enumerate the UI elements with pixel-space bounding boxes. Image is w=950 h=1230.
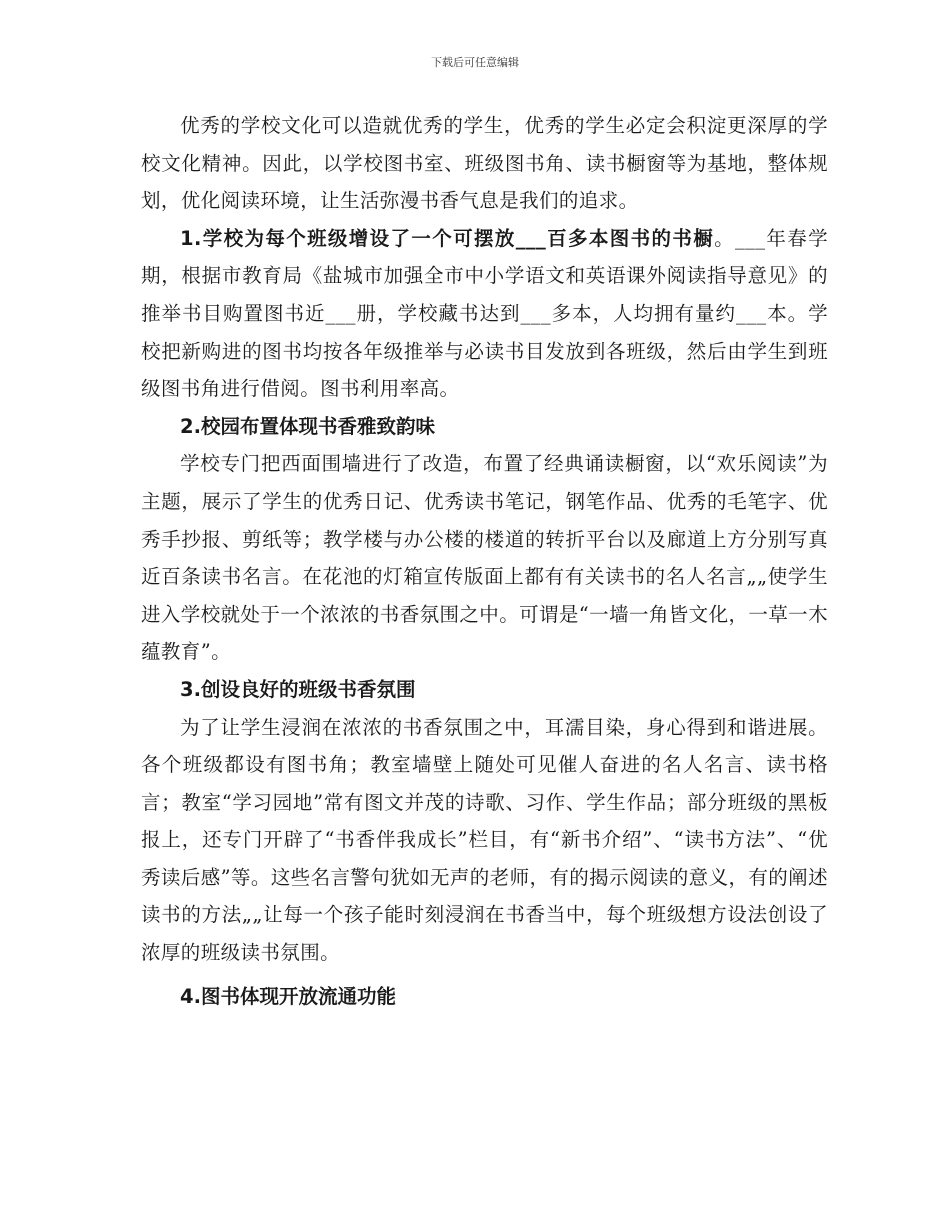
intro-paragraph: 优秀的学校文化可以造就优秀的学生，优秀的学生必定会积淀更深厚的学校文化精神。因此，以学校图书室、班级图书角、读书橱窗等为基地，整体规划，优化阅读环境，让生活弥漫书香气息是我们的追求。 (141, 114, 828, 213)
page-header: 下载后可任意编辑 (431, 56, 519, 69)
section-1-paragraph (141, 220, 828, 408)
document-body (141, 107, 828, 1015)
section-4-heading: 4.图书体现开放流通功能 (180, 984, 396, 1008)
section-3-body: 为了让学生浸润在浓浓的书香氛围之中，耳濡目染，身心得到和谐进展。各个班级都设有图书角；教室墙壁上随处可见催人奋进的名人名言、读书格言；教室“学习园地”常有图文并茂的诗歌、习作、学生作品；部分班级的黑板报上，还专门开辟了“书香伴我成长”栏目，有“新书介绍”、“读书方法”、“优秀读后感”等。这些名言警句犹如无声的老师，有的揭示阅读的意义，有的阐述读书的方法„„让每一个孩子能时刻浸润在书香当中，每个班级想方设法创设了浓厚的班级读书氛围。 (141, 715, 828, 965)
section-2-heading: 2.校园布置体现书香雅致韵味 (180, 414, 435, 438)
section-1-body: 。___年春学期，根据市教育局《盐城市加强全市中小学语文和英语课外阅读指导意见》的推举书目购置图书近___册，学校藏书达到___多本，人均拥有量约___本。学校把新购进的图书均按各年级推举与必读书目发放到各班级，然后由学生到班级图书角进行借阅。图书利用率高。 (141, 226, 828, 401)
section-3-heading: 3.创设良好的班级书香氛围 (180, 677, 416, 701)
section-2-body: 学校专门把西面围墙进行了改造，布置了经典诵读橱窗，以“欢乐阅读”为主题，展示了学生的优秀日记、优秀读书笔记，钢笔作品、优秀的毛笔字、优秀手抄报、剪纸等；教学楼与办公楼的楼道的转折平台以及廊道上方分别写真近百条读书名言。在花池的灯箱宣传版面上都有有关读书的名人名言„„使学生进入学校就处于一个浓浓的书香氛围之中。可谓是“一墙一角皆文化，一草一木蕴教育”。 (141, 452, 828, 664)
section-1-heading: 1.学校为每个班级增设了一个可摆放___百多本图书的书橱 (180, 226, 715, 250)
